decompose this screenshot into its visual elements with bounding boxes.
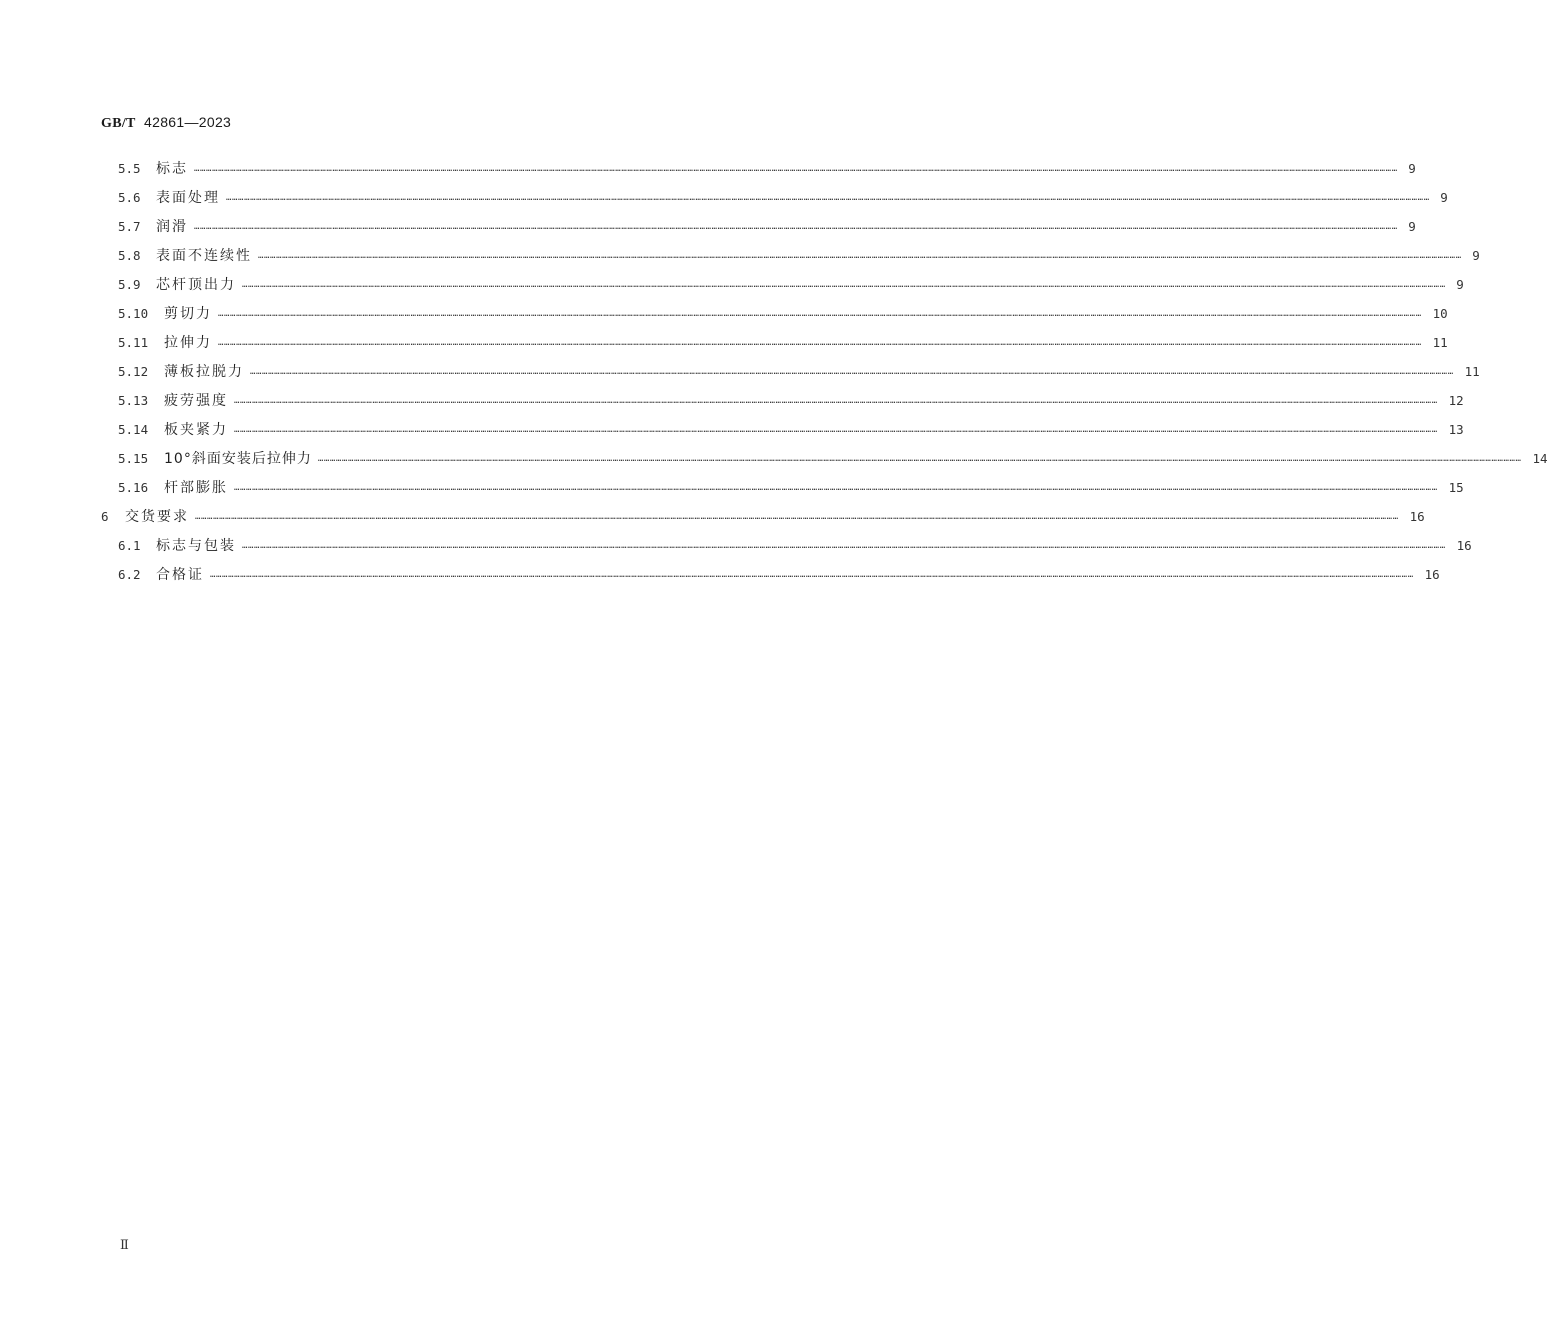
toc-entry[interactable] (118, 331, 1448, 353)
toc-entry[interactable] (118, 476, 1464, 498)
toc-entry-title: 薄板拉脱力 (164, 364, 244, 380)
toc-entry-page: 10 (1432, 305, 1448, 321)
toc-entry-number: 5.13 (118, 392, 149, 408)
toc-entry[interactable] (118, 447, 1548, 469)
toc-entry-number: 6.1 (118, 537, 141, 553)
toc-entry-page: 9 (1408, 160, 1416, 176)
toc-entry-number: 6 (101, 508, 109, 524)
toc-entry-title: 疲劳强度 (164, 393, 228, 409)
toc-entry-title: 标志 (156, 161, 188, 177)
toc-entry-page: 16 (1456, 537, 1472, 553)
toc-leader-dots: …………………………………………………………………………………………………………………………………………………………………………………………………………………………………………………………………………………………………………………………………………………………………………………………………………………………………………………………………………………………………………………………………………………… (204, 570, 1414, 580)
toc-entry-number: 5.8 (118, 247, 141, 263)
toc-entry[interactable] (118, 273, 1464, 295)
toc-entry[interactable] (118, 302, 1448, 324)
toc-leader-dots: …………………………………………………………………………………………………………………………………………………………………………………………………………………………………………………………………………………………………………………………………………………………………………………………………………………………………………………………………………………………………………………………………………………… (228, 396, 1438, 406)
toc-entry-title: 杆部膨胀 (164, 480, 228, 496)
toc-leader-dots: …………………………………………………………………………………………………………………………………………………………………………………………………………………………………………………………………………………………………………………………………………………………………………………………………………………………………………………………………………………………………………………………………………………… (252, 251, 1462, 261)
toc-entry[interactable] (118, 186, 1448, 208)
toc-entry-number: 5.14 (118, 421, 149, 437)
toc-entry-number: 5.16 (118, 479, 149, 495)
toc-entry[interactable] (118, 534, 1472, 556)
toc-leader-dots: …………………………………………………………………………………………………………………………………………………………………………………………………………………………………………………………………………………………………………………………………………………………………………………………………………………………………………………………………………………………………………………………………………………… (212, 338, 1422, 348)
toc-entry-page: 15 (1448, 479, 1464, 495)
toc-entry-number: 5.12 (118, 363, 149, 379)
toc-entry-page: 9 (1408, 218, 1416, 234)
toc-entry-number: 5.15 (118, 450, 149, 466)
toc-entry-title: 标志与包装 (156, 538, 236, 554)
standard-number: 42861—2023 (144, 114, 232, 130)
toc-entry-page: 16 (1424, 566, 1440, 582)
toc-entry[interactable] (118, 360, 1480, 382)
toc-entry-page: 11 (1464, 363, 1480, 379)
toc-entry-page: 12 (1448, 392, 1464, 408)
toc-entry-number: 6.2 (118, 566, 141, 582)
toc-entry[interactable] (118, 418, 1464, 440)
toc-entry-number: 5.7 (118, 218, 141, 234)
toc-entry-title: 板夹紧力 (164, 422, 228, 438)
toc-leader-dots: …………………………………………………………………………………………………………………………………………………………………………………………………………………………………………………………………………………………………………………………………………………………………………………………………………………………………………………………………………………………………………………………………………………… (244, 367, 1454, 377)
toc-entry-title: 润滑 (156, 219, 188, 235)
toc-leader-dots: …………………………………………………………………………………………………………………………………………………………………………………………………………………………………………………………………………………………………………………………………………………………………………………………………………………………………………………………………………………………………………………………………………………… (228, 483, 1438, 493)
toc-entry[interactable] (118, 563, 1440, 585)
standard-code: GB/T (101, 116, 136, 131)
toc-leader-dots: …………………………………………………………………………………………………………………………………………………………………………………………………………………………………………………………………………………………………………………………………………………………………………………………………………………………………………………………………………………………………………………………………………………… (311, 454, 1522, 464)
toc-entry[interactable] (118, 244, 1480, 266)
toc-entry-page: 14 (1532, 450, 1548, 466)
toc-entry-title: 交货要求 (125, 509, 189, 525)
toc-entry-title: 剪切力 (164, 306, 212, 322)
toc-entry-title: 合格证 (156, 567, 204, 583)
toc-leader-dots: …………………………………………………………………………………………………………………………………………………………………………………………………………………………………………………………………………………………………………………………………………………………………………………………………………………………………………………………………………………………………………………………………………………… (188, 164, 1398, 174)
toc-leader-dots: …………………………………………………………………………………………………………………………………………………………………………………………………………………………………………………………………………………………………………………………………………………………………………………………………………………………………………………………………………………………………………………………………………………… (188, 222, 1398, 232)
toc-entry-title: 表面不连续性 (156, 248, 252, 264)
toc-entry[interactable] (118, 157, 1416, 179)
document-header (101, 114, 231, 132)
toc-entry[interactable] (101, 505, 1425, 527)
toc-entry-page: 9 (1472, 247, 1480, 263)
toc-entry-number: 5.9 (118, 276, 141, 292)
toc-entry-number: 5.10 (118, 305, 149, 321)
toc-entry-number: 5.11 (118, 334, 149, 350)
toc-entry-title: 拉伸力 (164, 335, 212, 351)
toc-entry-title: 10°斜面安装后拉伸力 (164, 451, 312, 467)
toc-entry-title: 表面处理 (156, 190, 220, 206)
toc-entry-page: 13 (1448, 421, 1464, 437)
toc-leader-dots: …………………………………………………………………………………………………………………………………………………………………………………………………………………………………………………………………………………………………………………………………………………………………………………………………………………………………………………………………………………………………………………………………………………… (212, 309, 1422, 319)
page-number: Ⅱ (120, 1238, 129, 1253)
toc-entry-number: 5.5 (118, 160, 141, 176)
toc-leader-dots: …………………………………………………………………………………………………………………………………………………………………………………………………………………………………………………………………………………………………………………………………………………………………………………………………………………………………………………………………………………………………………………………………………………… (228, 425, 1438, 435)
toc-entry-page: 9 (1456, 276, 1464, 292)
toc-leader-dots: …………………………………………………………………………………………………………………………………………………………………………………………………………………………………………………………………………………………………………………………………………………………………………………………………………………………………………………………………………………………………………………………………………………… (236, 541, 1446, 551)
toc-leader-dots: …………………………………………………………………………………………………………………………………………………………………………………………………………………………………………………………………………………………………………………………………………………………………………………………………………………………………………………………………………………………………………………………………………………… (220, 193, 1430, 203)
toc-leader-dots: …………………………………………………………………………………………………………………………………………………………………………………………………………………………………………………………………………………………………………………………………………………………………………………………………………………………………………………………………………………………………………………………………………………… (189, 512, 1399, 522)
toc-entry-page: 9 (1440, 189, 1448, 205)
toc-entry-page: 11 (1432, 334, 1448, 350)
toc-entry[interactable] (118, 215, 1416, 237)
toc-leader-dots: …………………………………………………………………………………………………………………………………………………………………………………………………………………………………………………………………………………………………………………………………………………………………………………………………………………………………………………………………………………………………………………………………………………… (236, 280, 1446, 290)
toc-entry-number: 5.6 (118, 189, 141, 205)
toc-entry[interactable] (118, 389, 1464, 411)
toc-entry-page: 16 (1409, 508, 1425, 524)
toc-entry-title: 芯杆顶出力 (156, 277, 236, 293)
